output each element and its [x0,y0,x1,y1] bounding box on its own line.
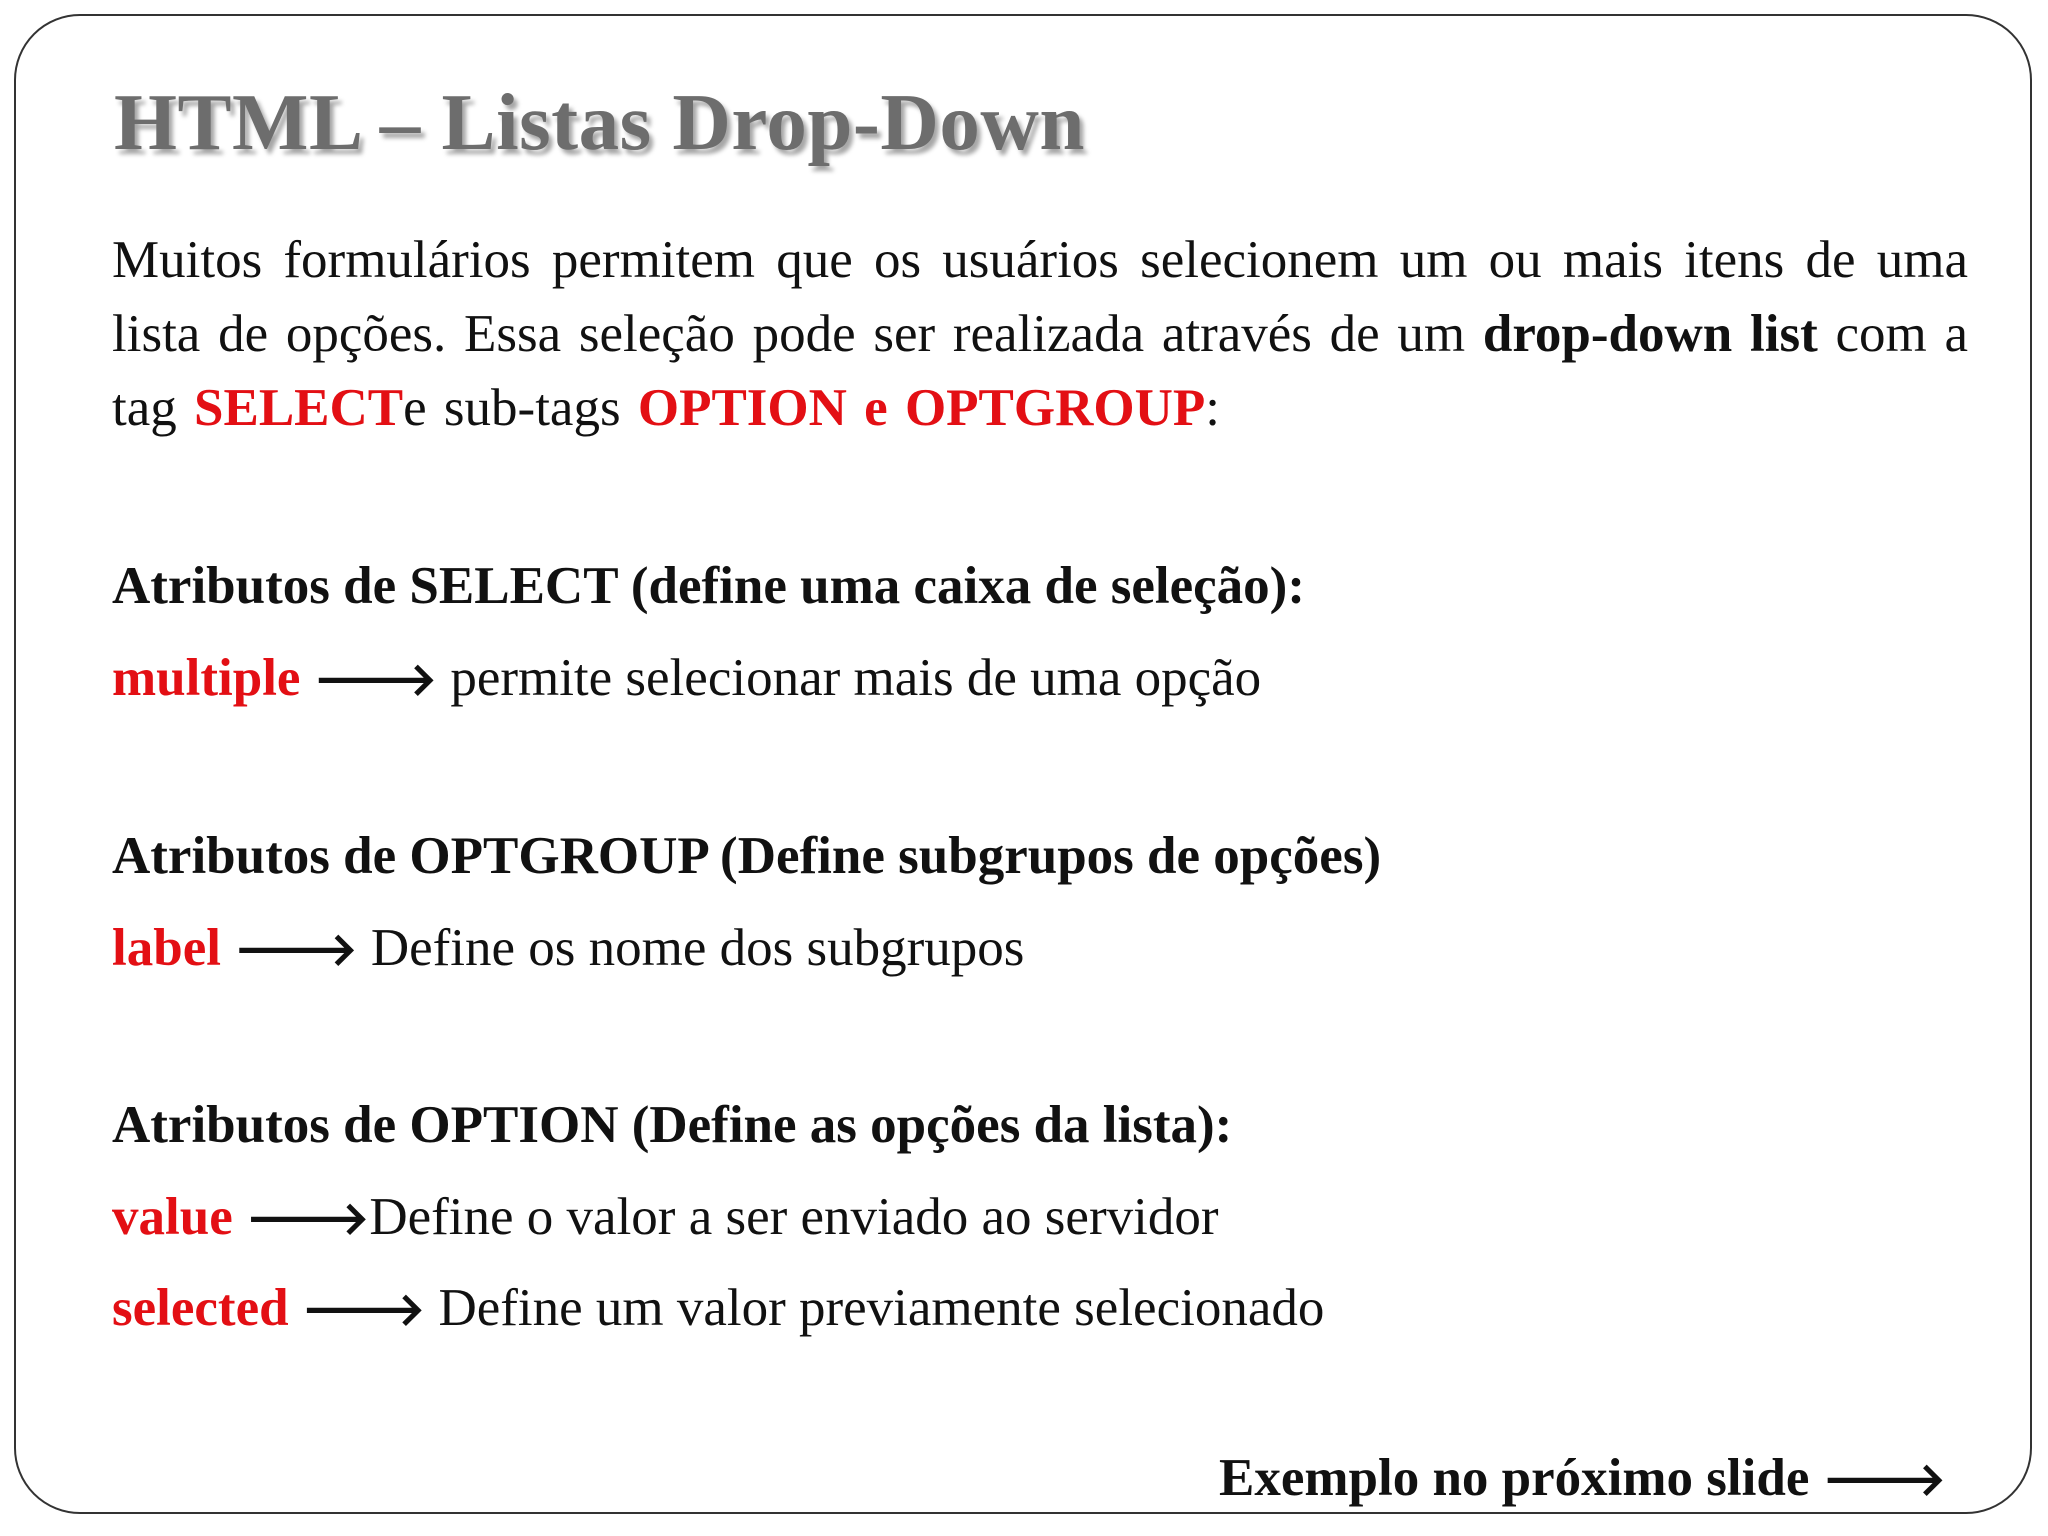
next-slide-footer [1219,1448,1946,1508]
attribute-line-value [112,1187,1218,1247]
intro-paragraph [112,223,1968,445]
attribute-description: Define os nome dos subgrupos [370,919,1025,977]
attribute-name: selected [112,1279,289,1337]
slide-title: HTML – Listas Drop-Down [114,77,1085,167]
attribute-name: value [112,1188,233,1246]
attribute-line-label [112,918,1024,978]
attribute-line-multiple [112,648,1261,708]
arrow-right-icon: 🡒 [1822,1452,1946,1506]
section-heading-option: Atributos de OPTION (Define as opções da lista): [112,1096,1233,1154]
intro-bold-term: drop-down list [1482,305,1818,363]
footer-text: Exemplo no próximo slide [1218,1449,1810,1507]
attribute-description: permite selecionar mais de uma opção [450,649,1262,707]
intro-text-1: Muitos formulários permitem que os usuários selecionem um ou mais itens de uma lista de opções. Essa seleção pode ser realizada através de um [112,231,1968,363]
arrow-right-icon: 🡒 [234,922,358,976]
arrow-right-icon: 🡒 [301,1282,426,1336]
attribute-description: Define o valor a ser enviado ao servidor [369,1188,1219,1246]
slide [14,14,2032,1514]
arrow-right-icon: 🡒 [313,652,438,706]
section-heading-select: Atributos de SELECT (define uma caixa de seleção): [112,557,1305,615]
intro-tag-option-optgroup: OPTION e OPTGROUP [637,379,1206,437]
attribute-description: Define um valor previamente selecionado [438,1279,1325,1337]
attribute-line-selected [112,1278,1324,1338]
intro-text-4: : [1205,379,1221,437]
intro-text-3: e sub-tags [403,379,638,437]
intro-tag-select: SELECT [194,379,404,437]
section-heading-optgroup: Atributos de OPTGROUP (Define subgrupos de opções) [112,827,1382,885]
attribute-name: multiple [112,649,301,707]
arrow-right-icon: 🡒 [245,1191,370,1245]
attribute-name: label [112,919,221,977]
intro-text-2: com a tag [112,305,1969,437]
